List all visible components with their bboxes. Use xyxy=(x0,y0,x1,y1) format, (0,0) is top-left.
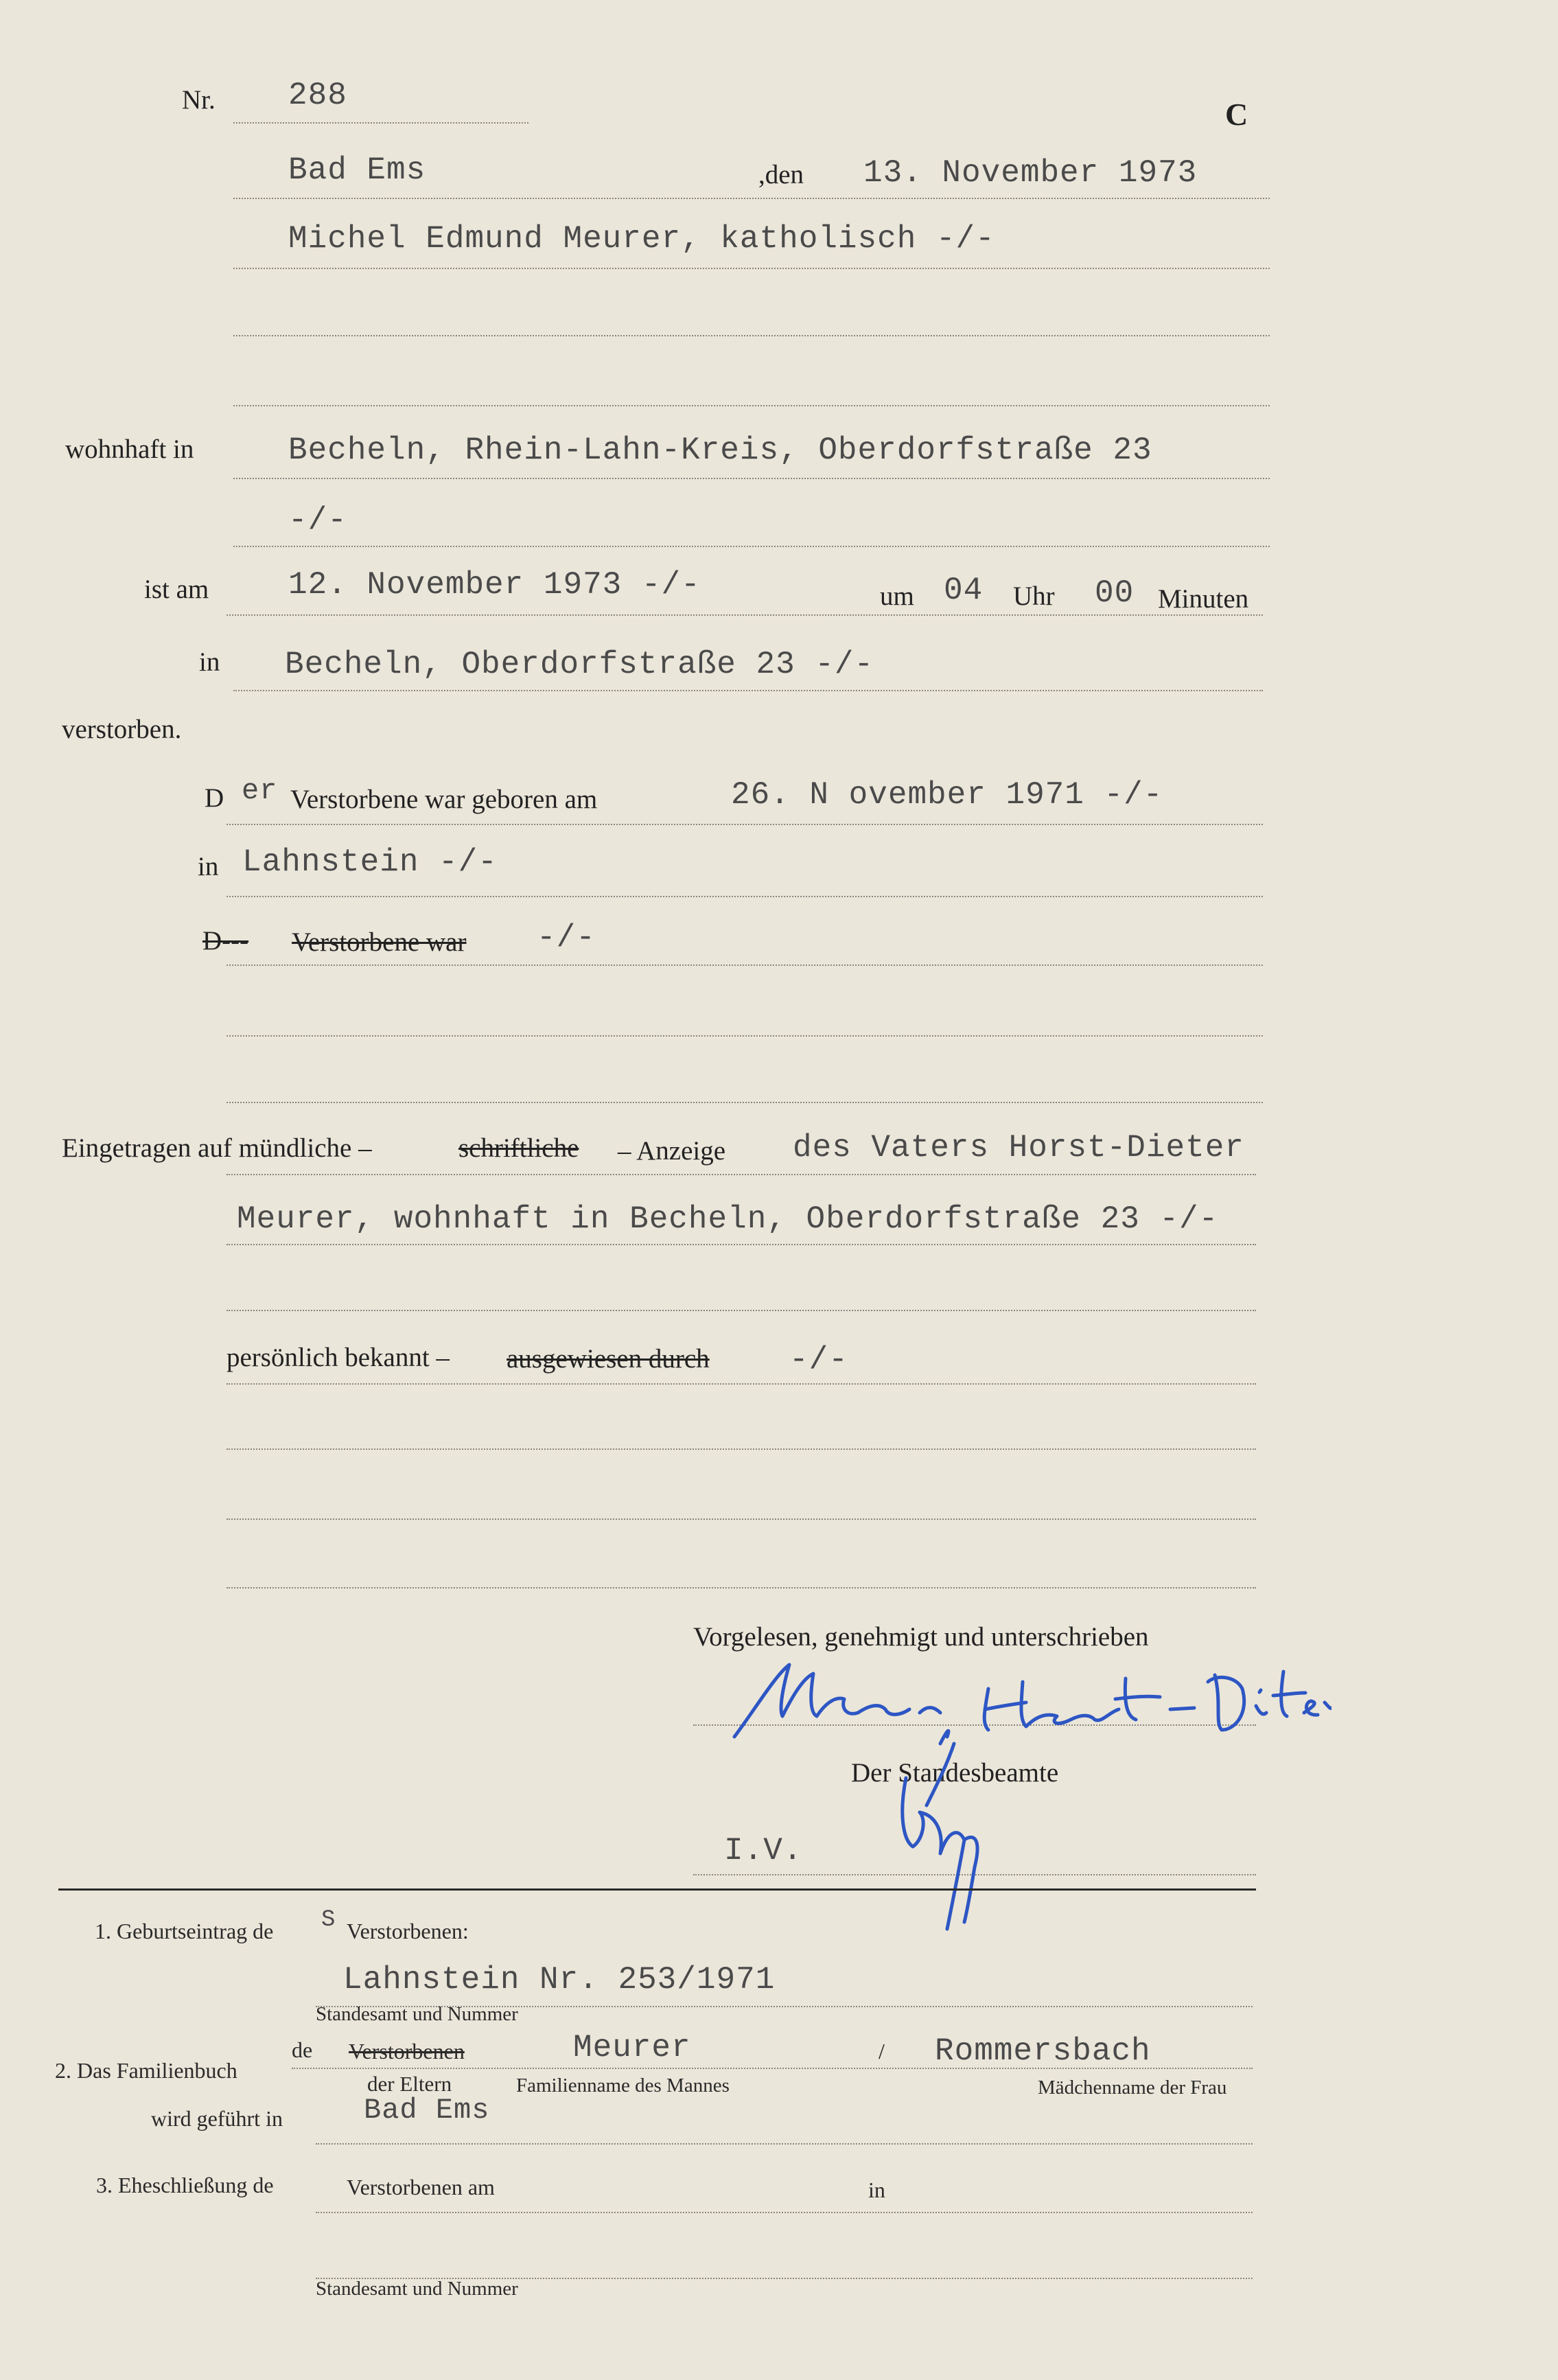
death-minutes: 00 xyxy=(1095,575,1135,611)
residence-line2: -/- xyxy=(288,502,347,538)
item2-wife: Rommersbach xyxy=(935,2033,1151,2069)
birth-extra-line-1 xyxy=(226,964,1263,966)
registration-label-end: – Anzeige xyxy=(618,1136,726,1166)
item2-gefuehrt-label: wird geführt in xyxy=(151,2106,283,2131)
um-label: um xyxy=(880,581,914,611)
footer-separator xyxy=(58,1888,1256,1891)
item3-label: 3. Eheschließung de xyxy=(96,2173,274,2197)
item2-de: de xyxy=(292,2037,313,2062)
registration-line-3 xyxy=(226,1310,1256,1311)
residence-label: wohnhaft in xyxy=(65,435,194,464)
birth-date-line xyxy=(226,824,1263,825)
iv-label: I.V. xyxy=(724,1833,803,1869)
struck-verstorbene-label: Verstorbene war xyxy=(292,927,467,957)
name-line-3 xyxy=(233,405,1270,406)
known-label: persönlich bekannt – xyxy=(226,1343,450,1372)
ist-am-label: ist am xyxy=(144,575,209,604)
item3-mid: Verstorbenen am xyxy=(347,2175,495,2199)
birth-place: Lahnstein -/- xyxy=(242,844,498,880)
d-label: D xyxy=(205,783,224,813)
place-date-line xyxy=(233,198,1270,199)
minuten-label: Minuten xyxy=(1158,584,1249,614)
place-value: Bad Ems xyxy=(288,152,426,188)
person-name: Michel Edmund Meurer, katholisch -/- xyxy=(288,221,995,257)
registration-line-1 xyxy=(226,1174,1256,1175)
item2-eltern: der Eltern xyxy=(367,2072,452,2096)
d-suffix: er xyxy=(242,774,278,807)
birth-place-line xyxy=(226,896,1263,897)
item3-caption: Standesamt und Nummer xyxy=(316,2278,518,2300)
birth-extra-line-2 xyxy=(226,1035,1263,1037)
birth-in-label: in xyxy=(198,852,219,881)
death-date: 12. November 1973 -/- xyxy=(288,567,701,603)
item1-value: Lahnstein Nr. 253/1971 xyxy=(343,1962,776,1998)
item2-husband-caption: Familienname des Mannes xyxy=(516,2075,730,2096)
registration-value-1: des Vaters Horst-Dieter xyxy=(793,1130,1244,1166)
death-hour: 04 xyxy=(944,573,984,608)
death-time-line xyxy=(226,614,1263,616)
registrar-label: Der Standesbeamte xyxy=(851,1758,1059,1788)
item2-gefuehrt-value: Bad Ems xyxy=(364,2094,490,2127)
birth-date: 26. N ovember 1971 -/- xyxy=(731,777,1163,813)
birth-extra-line-3 xyxy=(226,1102,1263,1103)
read-approved-label: Vorgelesen, genehmigt und unterschrieben xyxy=(693,1622,1149,1652)
registration-line-2 xyxy=(226,1244,1256,1245)
residence-line-1 xyxy=(233,478,1270,479)
struck-value: -/- xyxy=(537,920,596,956)
residence-line1: Becheln, Rhein-Lahn-Kreis, Oberdorfstraße 23 xyxy=(288,432,1152,468)
death-place: Becheln, Oberdorfstraße 23 -/- xyxy=(285,647,874,682)
death-place-line xyxy=(233,690,1263,691)
item2-label: 2. Das Familienbuch xyxy=(55,2058,237,2083)
item2-gefuehrt-line xyxy=(316,2143,1253,2145)
form-letter: C xyxy=(1225,97,1248,132)
blank-line-3 xyxy=(226,1587,1256,1588)
registrar-signature xyxy=(872,1737,1009,1943)
nr-line xyxy=(233,122,528,124)
item2-husband: Meurer xyxy=(573,2030,691,2066)
nr-label: Nr. xyxy=(182,85,216,115)
registration-value-2: Meurer, wohnhaft in Becheln, Oberdorfstraße 23 -/- xyxy=(237,1201,1219,1237)
name-line-2 xyxy=(233,335,1270,336)
registration-struck: schriftliche xyxy=(458,1133,579,1163)
item1-label: 1. Geburtseintrag de xyxy=(95,1919,274,1943)
declarant-signature xyxy=(714,1648,1332,1764)
uhr-label: Uhr xyxy=(1013,581,1055,611)
known-value: -/- xyxy=(789,1342,848,1378)
date-value: 13. November 1973 xyxy=(863,155,1198,191)
item3-in: in xyxy=(868,2177,885,2202)
verstorben-label: verstorben. xyxy=(62,715,182,744)
item1-caption: Standesamt und Nummer xyxy=(316,2003,518,2025)
nr-value: 288 xyxy=(288,78,347,113)
death-in-label: in xyxy=(199,647,220,677)
geboren-label: Verstorbene war geboren am xyxy=(290,785,598,814)
item2-struck: Verstorbenen xyxy=(349,2039,465,2064)
struck-d-prefix: D--- xyxy=(202,926,249,956)
known-line xyxy=(226,1383,1256,1385)
known-struck: ausgewiesen durch xyxy=(507,1344,710,1374)
item1-label-end: Verstorbenen: xyxy=(347,1919,469,1943)
den-label: ,den xyxy=(758,160,804,189)
item3-line xyxy=(316,2212,1253,2213)
blank-line-2 xyxy=(226,1518,1256,1520)
item2-slash: / xyxy=(879,2039,885,2064)
blank-line-1 xyxy=(226,1448,1256,1450)
item2-wife-caption: Mädchenname der Frau xyxy=(1038,2077,1227,2099)
registration-label-start: Eingetragen auf mündliche – xyxy=(62,1133,372,1163)
item2-line xyxy=(292,2068,1253,2069)
name-line-1 xyxy=(233,268,1270,269)
item1-s: S xyxy=(321,1907,336,1933)
residence-line-2 xyxy=(233,546,1270,547)
